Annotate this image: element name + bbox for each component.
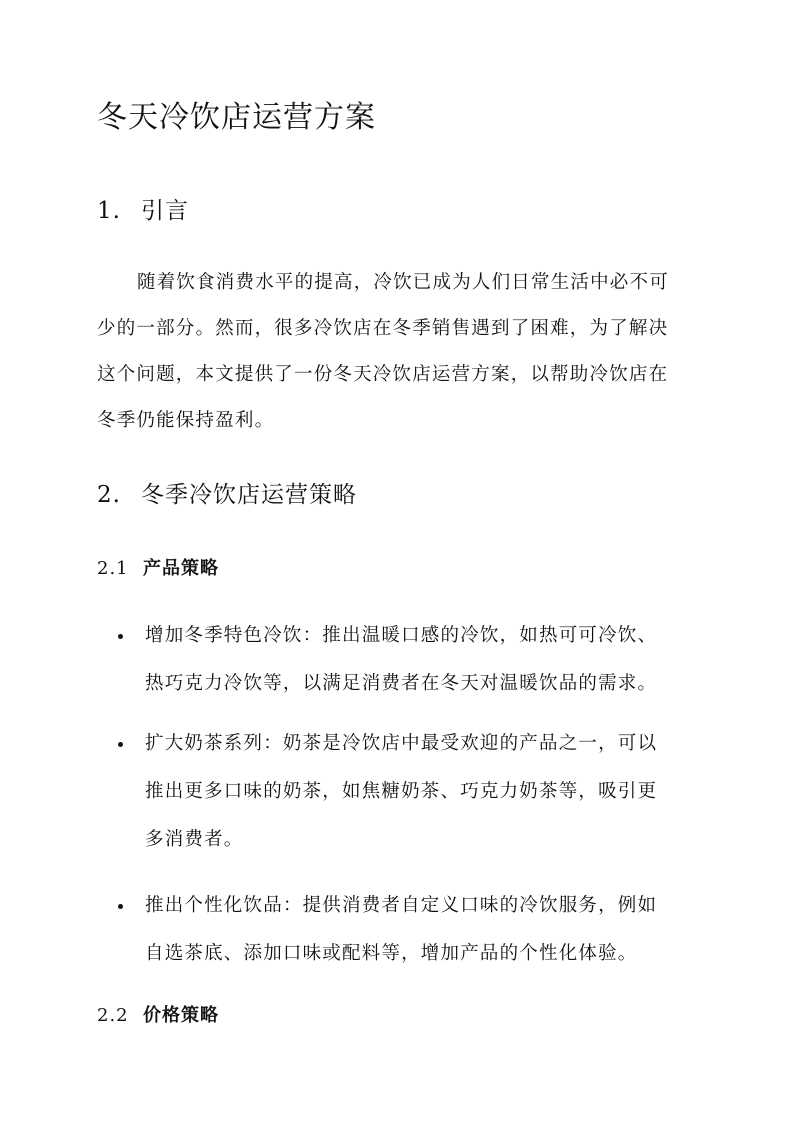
- bullet-line: 扩大奶茶系列：奶茶是冷饮店中最受欢迎的产品之一，可以: [145, 733, 658, 754]
- paragraph-line: 随着饮食消费水平的提高，冷饮已成为人们日常生活中必不可: [137, 272, 669, 293]
- section-title: 引言: [141, 198, 189, 224]
- section-heading-strategy: [97, 478, 357, 512]
- bullet-line: 增加冬季特色冷饮：推出温暖口感的冷饮，如热可可冷饮、: [145, 625, 658, 646]
- paragraph-line: 冬季仍能保持盈利。: [97, 410, 275, 431]
- bullet-line: 自选茶底、添加口味或配料等，增加产品的个性化体验。: [145, 943, 638, 964]
- subsection-heading-pricing: [97, 1002, 219, 1030]
- section-number: 1.: [97, 198, 121, 224]
- bullet-line: 推出更多口味的奶茶，如焦糖奶茶、巧克力奶茶等，吸引更: [145, 781, 658, 802]
- section-number: 2.: [97, 482, 121, 508]
- bullet-line: 推出个性化饮品：提供消费者自定义口味的冷饮服务，例如: [145, 895, 658, 916]
- bullet-icon: [118, 904, 123, 909]
- introduction-paragraph: [97, 260, 703, 444]
- paragraph-line: 这个问题，本文提供了一份冬天冷饮店运营方案，以帮助冷饮店在: [97, 364, 669, 385]
- subsection-number: 2.1: [97, 558, 129, 579]
- section-heading-introduction: [97, 194, 189, 228]
- subsection-number: 2.2: [97, 1005, 129, 1026]
- paragraph-line: 少的一部分。然而，很多冷饮店在冬季销售遇到了困难，为了解决: [97, 318, 669, 339]
- bullet-text: [145, 721, 705, 865]
- bullet-text: [145, 613, 705, 709]
- subsection-title: 产品策略: [143, 558, 219, 579]
- section-title: 冬季冷饮店运营策略: [141, 482, 357, 508]
- subsection-heading-product: [97, 555, 219, 583]
- bullet-text: [145, 883, 705, 979]
- bullet-icon: [118, 634, 123, 639]
- bullet-line: 多消费者。: [145, 829, 244, 850]
- bullet-icon: [118, 742, 123, 747]
- bullet-line: 热巧克力冷饮等，以满足消费者在冬天对温暖饮品的需求。: [145, 673, 658, 694]
- subsection-title: 价格策略: [143, 1005, 219, 1026]
- document-title: 冬天冷饮店运营方案: [97, 100, 376, 135]
